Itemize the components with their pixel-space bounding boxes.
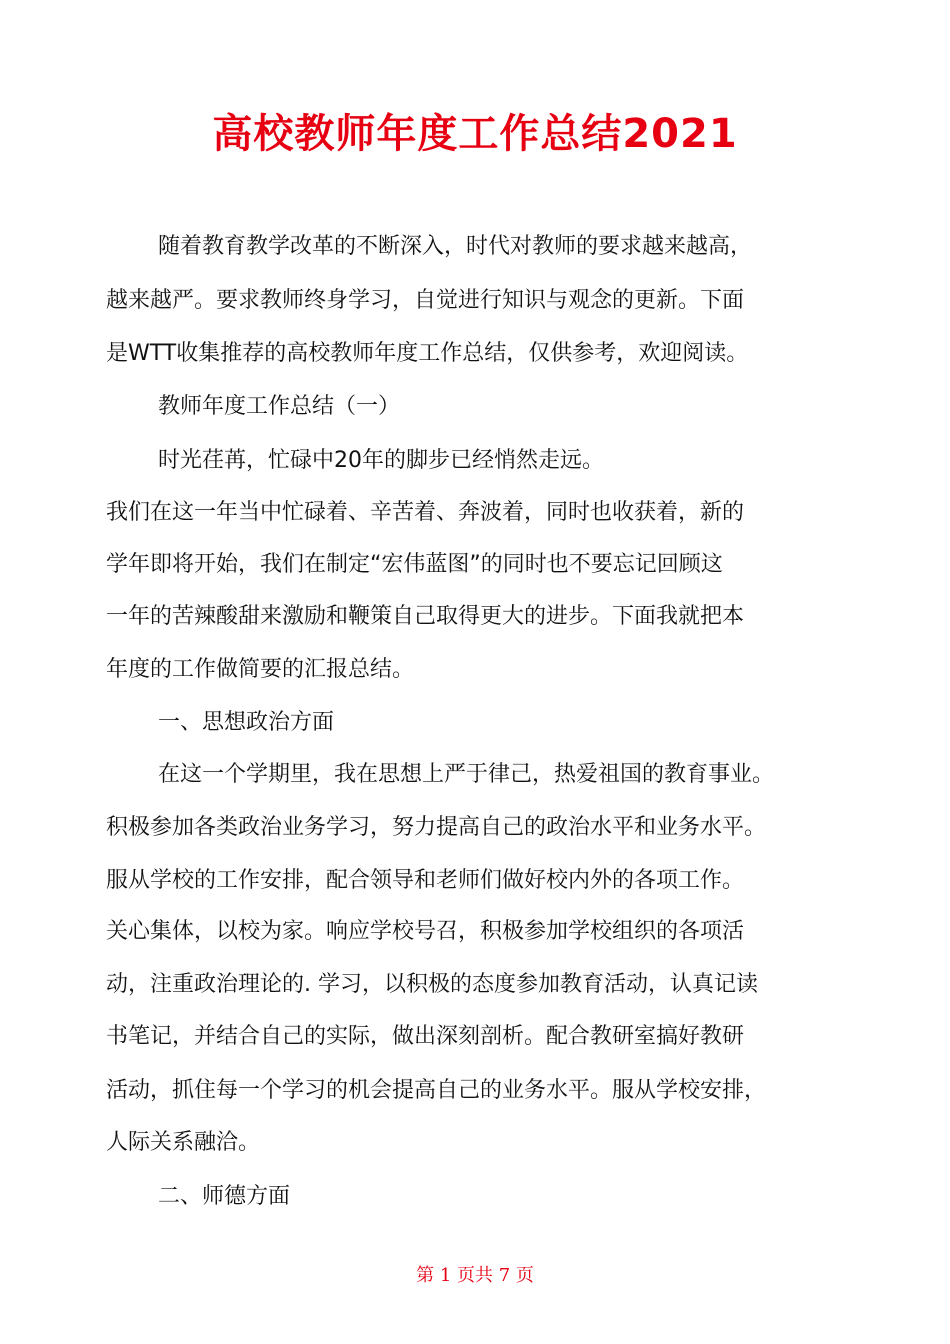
paragraph-line: 积极参加各类政治业务学习，努力提高自己的政治水平和业务水平。 bbox=[106, 815, 767, 840]
paragraph-line: 我们在这一年当中忙碌着、辛苦着、奔波着，同时也收获着，新的 bbox=[106, 500, 745, 525]
paragraph-line: 学年即将开始，我们在制定“宏伟蓝图”的同时也不要忘记回顾这 bbox=[106, 552, 723, 577]
paragraph-line: 动，注重政治理论的. 学习，以积极的态度参加教育活动，认真记读 bbox=[106, 972, 758, 997]
page-number-footer: 第 1 页共 7 页 bbox=[416, 1265, 534, 1286]
paragraph-line: 人际关系融洽。 bbox=[106, 1130, 261, 1155]
section-heading: 教师年度工作总结（一） bbox=[158, 394, 401, 419]
paragraph-line: 年度的工作做简要的汇报总结。 bbox=[106, 657, 415, 682]
paragraph-line: 服从学校的工作安排，配合领导和老师们做好校内外的各项工作。 bbox=[106, 868, 745, 893]
document-title: 高校教师年度工作总结2021 bbox=[212, 111, 738, 157]
paragraph-line: 书笔记，并结合自己的实际，做出深刻剖析。配合教研室搞好教研 bbox=[106, 1024, 745, 1049]
section-heading: 一、思想政治方面 bbox=[158, 710, 335, 735]
paragraph-line: 是WTT收集推荐的高校教师年度工作总结，仅供参考，欢迎阅读。 bbox=[106, 341, 749, 366]
section-heading: 二、师德方面 bbox=[158, 1184, 291, 1209]
paragraph-line: 越来越严。要求教师终身学习，自觉进行知识与观念的更新。下面 bbox=[106, 288, 745, 313]
paragraph-line: 在这一个学期里，我在思想上严于律己，热爱祖国的教育事业。 bbox=[158, 762, 775, 787]
paragraph-line: 活动，抓住每一个学习的机会提高自己的业务水平。服从学校安排， bbox=[106, 1078, 767, 1103]
paragraph-line: 一年的苦辣酸甜来激励和鞭策自己取得更大的进步。下面我就把本 bbox=[106, 604, 745, 629]
paragraph-line: 关心集体，以校为家。响应学校号召，积极参加学校组织的各项活 bbox=[106, 919, 745, 944]
paragraph-line: 时光荏苒，忙碌中20年的脚步已经悄然走远。 bbox=[158, 448, 604, 473]
paragraph-line: 随着教育教学改革的不断深入，时代对教师的要求越来越高， bbox=[158, 234, 753, 259]
